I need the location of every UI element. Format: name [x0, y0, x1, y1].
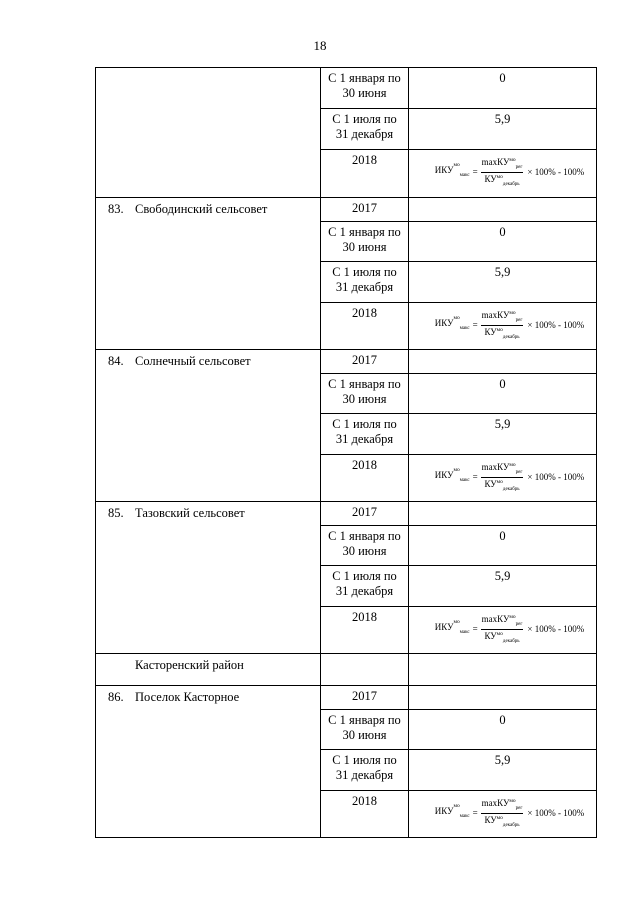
- formula-lhs: [435, 618, 470, 640]
- entry-name-cell: [96, 350, 321, 502]
- formula-equals: =: [472, 471, 478, 482]
- formula-lhs-text: ИКУ: [434, 470, 454, 481]
- formula-den-text: КУ: [484, 478, 497, 489]
- table-row: [96, 502, 597, 526]
- table-row: [96, 68, 597, 109]
- table-row: [96, 350, 597, 374]
- year-cell: 2018: [321, 303, 409, 350]
- formula-lhs-text: ИКУ: [434, 622, 454, 633]
- period-line: 31 декабря: [335, 280, 394, 294]
- period-line: С 1 июля по: [332, 569, 397, 583]
- formula-num-text: maxКУ: [481, 462, 510, 472]
- period-cell: [321, 68, 409, 109]
- year-cell: 2018: [321, 150, 409, 198]
- formula-sub: макс: [459, 814, 470, 820]
- period-line: 30 июня: [342, 392, 387, 406]
- formula-sup: мо: [453, 619, 460, 626]
- value-cell: 5,9: [409, 750, 597, 791]
- formula-sup: мо: [496, 478, 503, 485]
- formula: [423, 309, 596, 342]
- formula-num-text: maxКУ: [481, 157, 510, 167]
- period-line: 30 июня: [342, 544, 387, 558]
- formula-fraction: [481, 613, 524, 646]
- value-cell: 0: [409, 68, 597, 109]
- formula-lhs: [435, 466, 470, 488]
- formula-cell: [409, 303, 597, 350]
- value-cell-empty: [409, 502, 597, 526]
- formula-numerator: [481, 797, 524, 814]
- value-cell: 5,9: [409, 566, 597, 607]
- formula-fraction: [481, 309, 524, 342]
- period-cell: [321, 222, 409, 262]
- period-line: 31 декабря: [335, 768, 394, 782]
- tariff-index-table: [95, 67, 597, 838]
- period-line: 30 июня: [342, 728, 387, 742]
- period-line: С 1 января по: [328, 377, 401, 391]
- value-cell: 0: [409, 526, 597, 566]
- formula-den-text: КУ: [484, 630, 497, 641]
- formula-sub: рег: [515, 805, 523, 811]
- value-cell: 0: [409, 374, 597, 414]
- formula-cell: [409, 455, 597, 502]
- formula-denominator: [484, 326, 519, 342]
- formula-tail: × 100% - 100%: [527, 319, 585, 330]
- formula: [423, 461, 596, 494]
- formula-equals: =: [472, 623, 478, 634]
- formula-lhs-text: ИКУ: [434, 318, 454, 329]
- period-cell: [321, 262, 409, 303]
- formula-sup: мо: [496, 326, 503, 333]
- value-cell-empty: [409, 350, 597, 374]
- formula-lhs-text: ИКУ: [434, 165, 454, 176]
- period-line: 31 декабря: [335, 127, 394, 141]
- formula-sub: рег: [515, 164, 523, 170]
- entry-name: Тазовский сельсовет: [135, 506, 245, 520]
- year-cell: 2018: [321, 607, 409, 654]
- formula-num-text: maxКУ: [481, 798, 510, 808]
- entry-name: Поселок Касторное: [135, 690, 240, 704]
- district-name-cell: [96, 654, 321, 686]
- formula-cell: [409, 791, 597, 838]
- entry-name-cell: [96, 686, 321, 838]
- formula-lhs: [435, 802, 470, 824]
- formula-lhs: [435, 161, 470, 183]
- value-cell: 5,9: [409, 109, 597, 150]
- period-line: 31 декабря: [335, 432, 394, 446]
- year-cell: 2017: [321, 502, 409, 526]
- formula-sub: декабрь: [502, 181, 520, 187]
- period-line: 31 декабря: [335, 584, 394, 598]
- formula-sup: мо: [509, 462, 516, 468]
- table-row: [96, 686, 597, 710]
- formula-sup: мо: [509, 614, 516, 620]
- period-line: 30 июня: [342, 240, 387, 254]
- value-cell: 0: [409, 222, 597, 262]
- page-number: 18: [313, 38, 327, 53]
- formula-denominator: [484, 173, 519, 189]
- formula-sub: декабрь: [502, 638, 520, 644]
- formula-cell: [409, 607, 597, 654]
- value-cell-empty: [409, 686, 597, 710]
- entry-name: Солнечный сельсовет: [135, 354, 251, 368]
- value-cell: 5,9: [409, 414, 597, 455]
- period-line: С 1 января по: [328, 529, 401, 543]
- year-cell: 2017: [321, 350, 409, 374]
- period-cell: [321, 750, 409, 791]
- entry-number: 84.: [108, 354, 124, 368]
- formula-sub: макс: [459, 173, 470, 179]
- formula-sup: мо: [509, 310, 516, 316]
- entry-name-cell: [96, 502, 321, 654]
- value-cell: 5,9: [409, 262, 597, 303]
- formula-num-text: maxКУ: [481, 310, 510, 320]
- formula-numerator: [481, 613, 524, 630]
- value-cell-empty: [409, 654, 597, 686]
- formula-sup: мо: [453, 162, 460, 169]
- name-cell-empty: [96, 68, 321, 198]
- formula-numerator: [481, 461, 524, 478]
- formula-sub: макс: [459, 630, 470, 636]
- entry-name: Свободинский сельсовет: [135, 202, 268, 216]
- formula-sup: мо: [496, 814, 503, 821]
- value-cell: 0: [409, 710, 597, 750]
- formula-tail: × 100% - 100%: [527, 623, 585, 634]
- formula-sup: мо: [453, 803, 460, 810]
- formula-den-text: КУ: [484, 326, 497, 337]
- formula: [423, 797, 596, 830]
- entry-name-cell: [96, 198, 321, 350]
- period-line: С 1 июля по: [332, 753, 397, 767]
- period-line: С 1 января по: [328, 713, 401, 727]
- formula-cell: [409, 150, 597, 198]
- formula-sub: рег: [515, 317, 523, 323]
- table-row: [96, 654, 597, 686]
- year-cell: 2017: [321, 198, 409, 222]
- formula: [423, 156, 596, 189]
- formula-tail: × 100% - 100%: [527, 807, 585, 818]
- period-cell: [321, 414, 409, 455]
- formula-numerator: [481, 309, 524, 326]
- entry-number: 86.: [108, 690, 124, 704]
- formula-den-text: КУ: [484, 814, 497, 825]
- formula-lhs: [435, 314, 470, 336]
- value-cell-empty: [409, 198, 597, 222]
- formula-equals: =: [472, 319, 478, 330]
- formula-tail: × 100% - 100%: [527, 471, 585, 482]
- formula-sup: мо: [509, 798, 516, 804]
- formula-equals: =: [472, 166, 478, 177]
- formula-sub: макс: [459, 326, 470, 332]
- period-line: С 1 июля по: [332, 112, 397, 126]
- formula-num-text: maxКУ: [481, 614, 510, 624]
- period-cell: [321, 566, 409, 607]
- formula-den-text: КУ: [484, 173, 497, 184]
- formula-sup: мо: [509, 157, 516, 163]
- period-cell: [321, 109, 409, 150]
- formula-equals: =: [472, 807, 478, 818]
- formula-denominator: [484, 814, 519, 830]
- formula-denominator: [484, 478, 519, 494]
- formula-tail: × 100% - 100%: [527, 166, 585, 177]
- period-cell-empty: [321, 654, 409, 686]
- formula-sub: макс: [459, 478, 470, 484]
- formula-sub: декабрь: [502, 334, 520, 340]
- period-line: С 1 января по: [328, 71, 401, 85]
- formula-fraction: [481, 461, 524, 494]
- table-row: [96, 198, 597, 222]
- formula-lhs-text: ИКУ: [434, 806, 454, 817]
- formula: [423, 613, 596, 646]
- formula-sub: рег: [515, 469, 523, 475]
- formula-sub: декабрь: [502, 822, 520, 828]
- formula-sup: мо: [496, 630, 503, 637]
- entry-number: 83.: [108, 202, 124, 216]
- period-line: С 1 июля по: [332, 265, 397, 279]
- period-line: С 1 июля по: [332, 417, 397, 431]
- formula-numerator: [481, 156, 524, 173]
- district-name: Касторенский район: [135, 658, 244, 672]
- period-cell: [321, 710, 409, 750]
- period-cell: [321, 374, 409, 414]
- formula-sup: мо: [453, 467, 460, 474]
- formula-fraction: [481, 797, 524, 830]
- formula-denominator: [484, 630, 519, 646]
- entry-number: 85.: [108, 506, 124, 520]
- formula-sub: рег: [515, 621, 523, 627]
- period-cell: [321, 526, 409, 566]
- period-line: С 1 января по: [328, 225, 401, 239]
- year-cell: 2018: [321, 791, 409, 838]
- period-line: 30 июня: [342, 86, 387, 100]
- year-cell: 2017: [321, 686, 409, 710]
- year-cell: 2018: [321, 455, 409, 502]
- formula-sup: мо: [453, 315, 460, 322]
- formula-fraction: [481, 156, 524, 189]
- formula-sub: декабрь: [502, 486, 520, 492]
- formula-sup: мо: [496, 173, 503, 180]
